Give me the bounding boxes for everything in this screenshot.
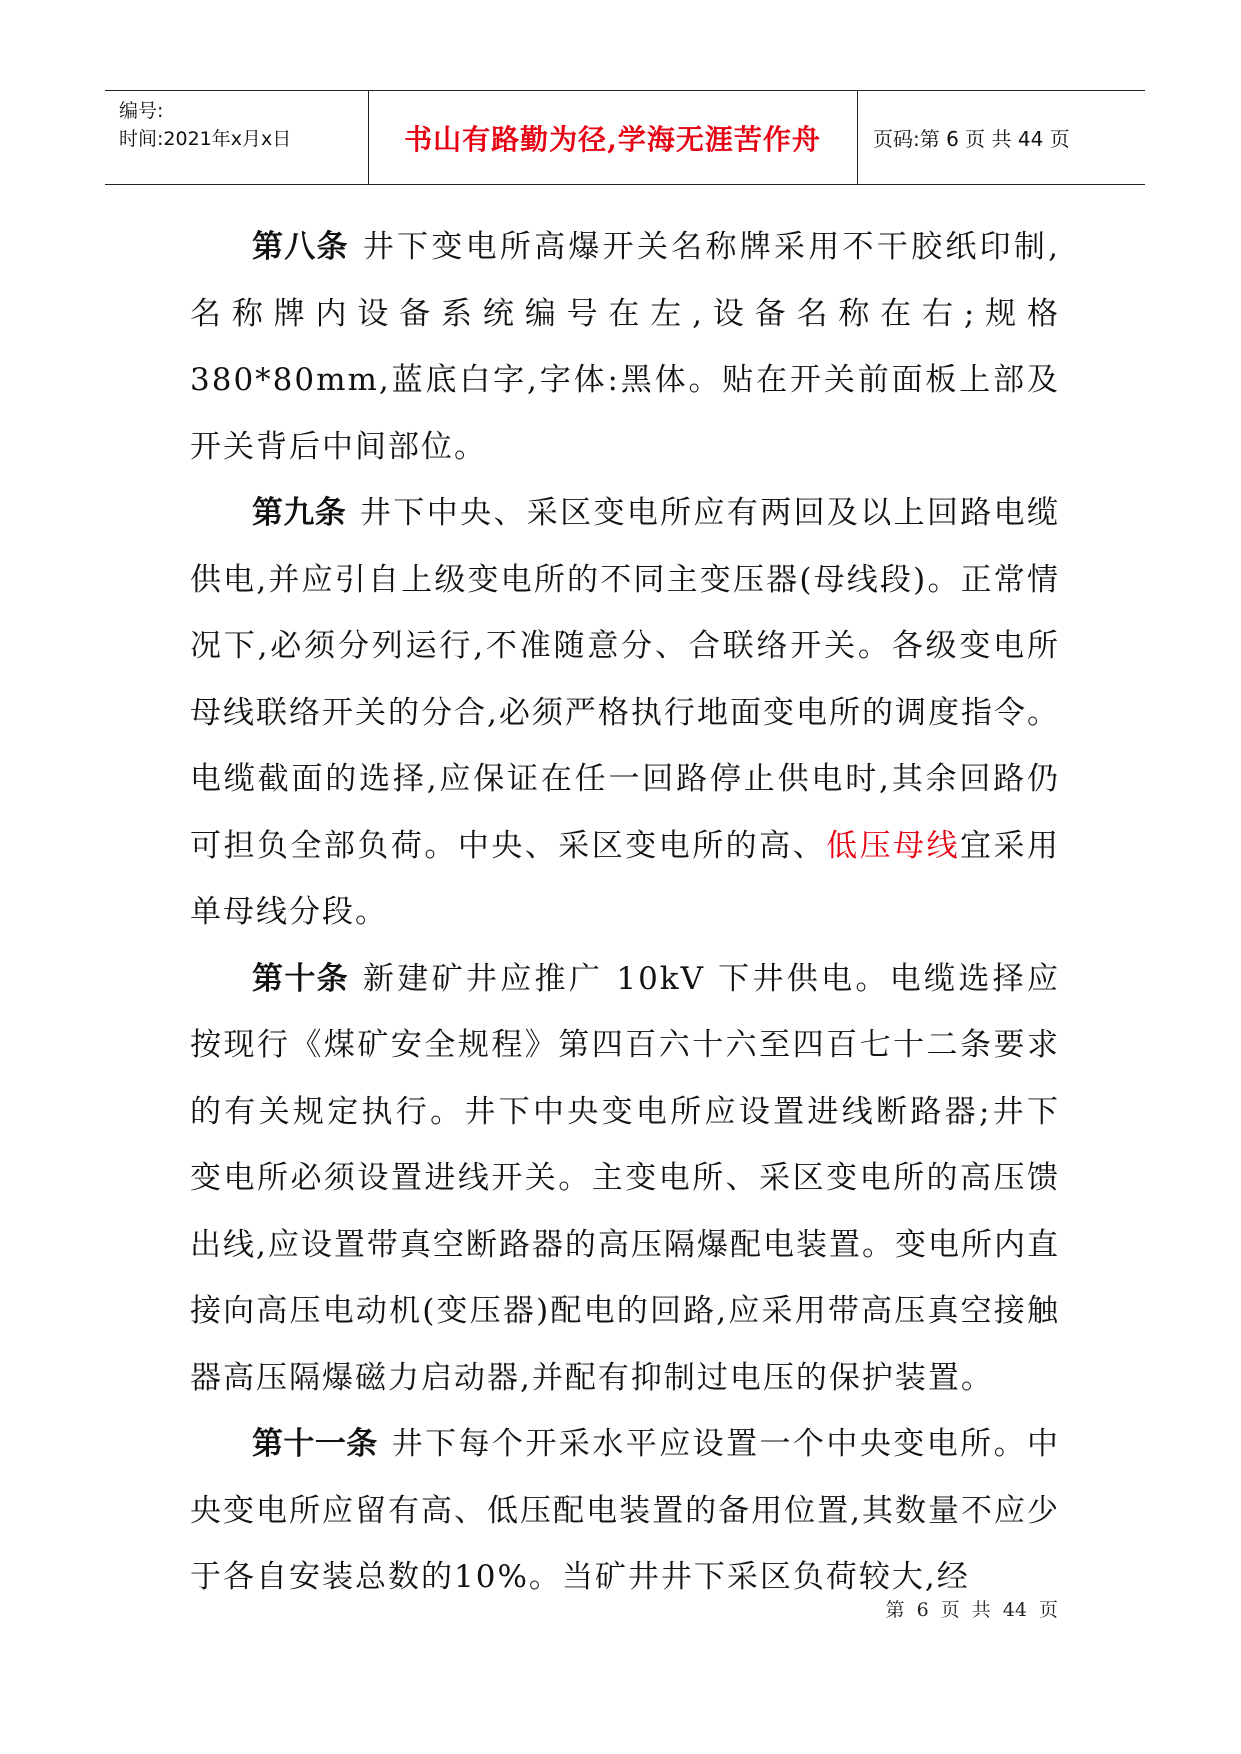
header-divider xyxy=(857,91,858,184)
article-text-continued: 宜采用单母线分段。 xyxy=(190,827,1061,930)
document-body xyxy=(190,214,1060,1611)
article-number: 第十一条 xyxy=(252,1426,378,1462)
page-footer: 第 6 页 共 44 页 xyxy=(885,1599,1058,1621)
header-motto: 书山有路勤为径,学海无涯苦作舟 xyxy=(404,122,821,156)
header-page-label: 页码:第 6 页 共 44 页 xyxy=(873,127,1070,151)
article-text: 井下中央、采区变电所应有两回及以上回路电缆供电,并应引自上级变电所的不同主变压器(母线段)。正常情况下,必须分列运行,不准随意分、合联络开关。各级变电所母线联络开关的分合,必须严格执行地面变电所的调度指令。电缆截面的选择,应保证在任一回路停止供电时,其余回路仍可担负全部负荷。中央、采区变电所的高、 xyxy=(190,495,1061,864)
article-paragraph xyxy=(190,946,1060,1412)
article-text: 新建矿井应推广 10kV 下井供电。电缆选择应按现行《煤矿安全规程》第四百六十六至四百七十二条要求的有关规定执行。井下中央变电所应设置进线断路器;井下变电所必须设置进线开关。主变电所、采区变电所的高压馈出线,应设置带真空断路器的高压隔爆配电装置。变电所内直接向高压电动机(变压器)配电的回路,应采用带高压真空接触器高压隔爆磁力启动器,并配有抑制过电压的保护装置。 xyxy=(190,960,1060,1396)
article-paragraph xyxy=(190,214,1060,480)
article-number: 第十条 xyxy=(252,960,349,997)
highlighted-text: 低压母线 xyxy=(826,827,961,864)
article-text: 井下每个开采水平应设置一个中央变电所。中央变电所应留有高、低压配电装置的备用位置,其数量不应少于各自安装总数的10%。当矿井井下采区负荷较大,经 xyxy=(190,1426,1061,1595)
article-paragraph xyxy=(190,480,1060,946)
article-number: 第八条 xyxy=(252,229,349,265)
article-number: 第九条 xyxy=(252,495,347,531)
header-meta xyxy=(119,97,291,153)
article-paragraph xyxy=(190,1411,1060,1611)
document-time-label: 时间:2021年x月x日 xyxy=(119,128,292,150)
document-number-label: 编号: xyxy=(119,100,164,122)
article-text: 井下变电所高爆开关名称牌采用不干胶纸印制,名称牌内设备系统编号在左,设备名称在右;规格 380*80mm,蓝底白字,字体:黑体。贴在开关前面板上部及开关背后中间部位。 xyxy=(190,229,1061,465)
document-header xyxy=(105,90,1145,185)
